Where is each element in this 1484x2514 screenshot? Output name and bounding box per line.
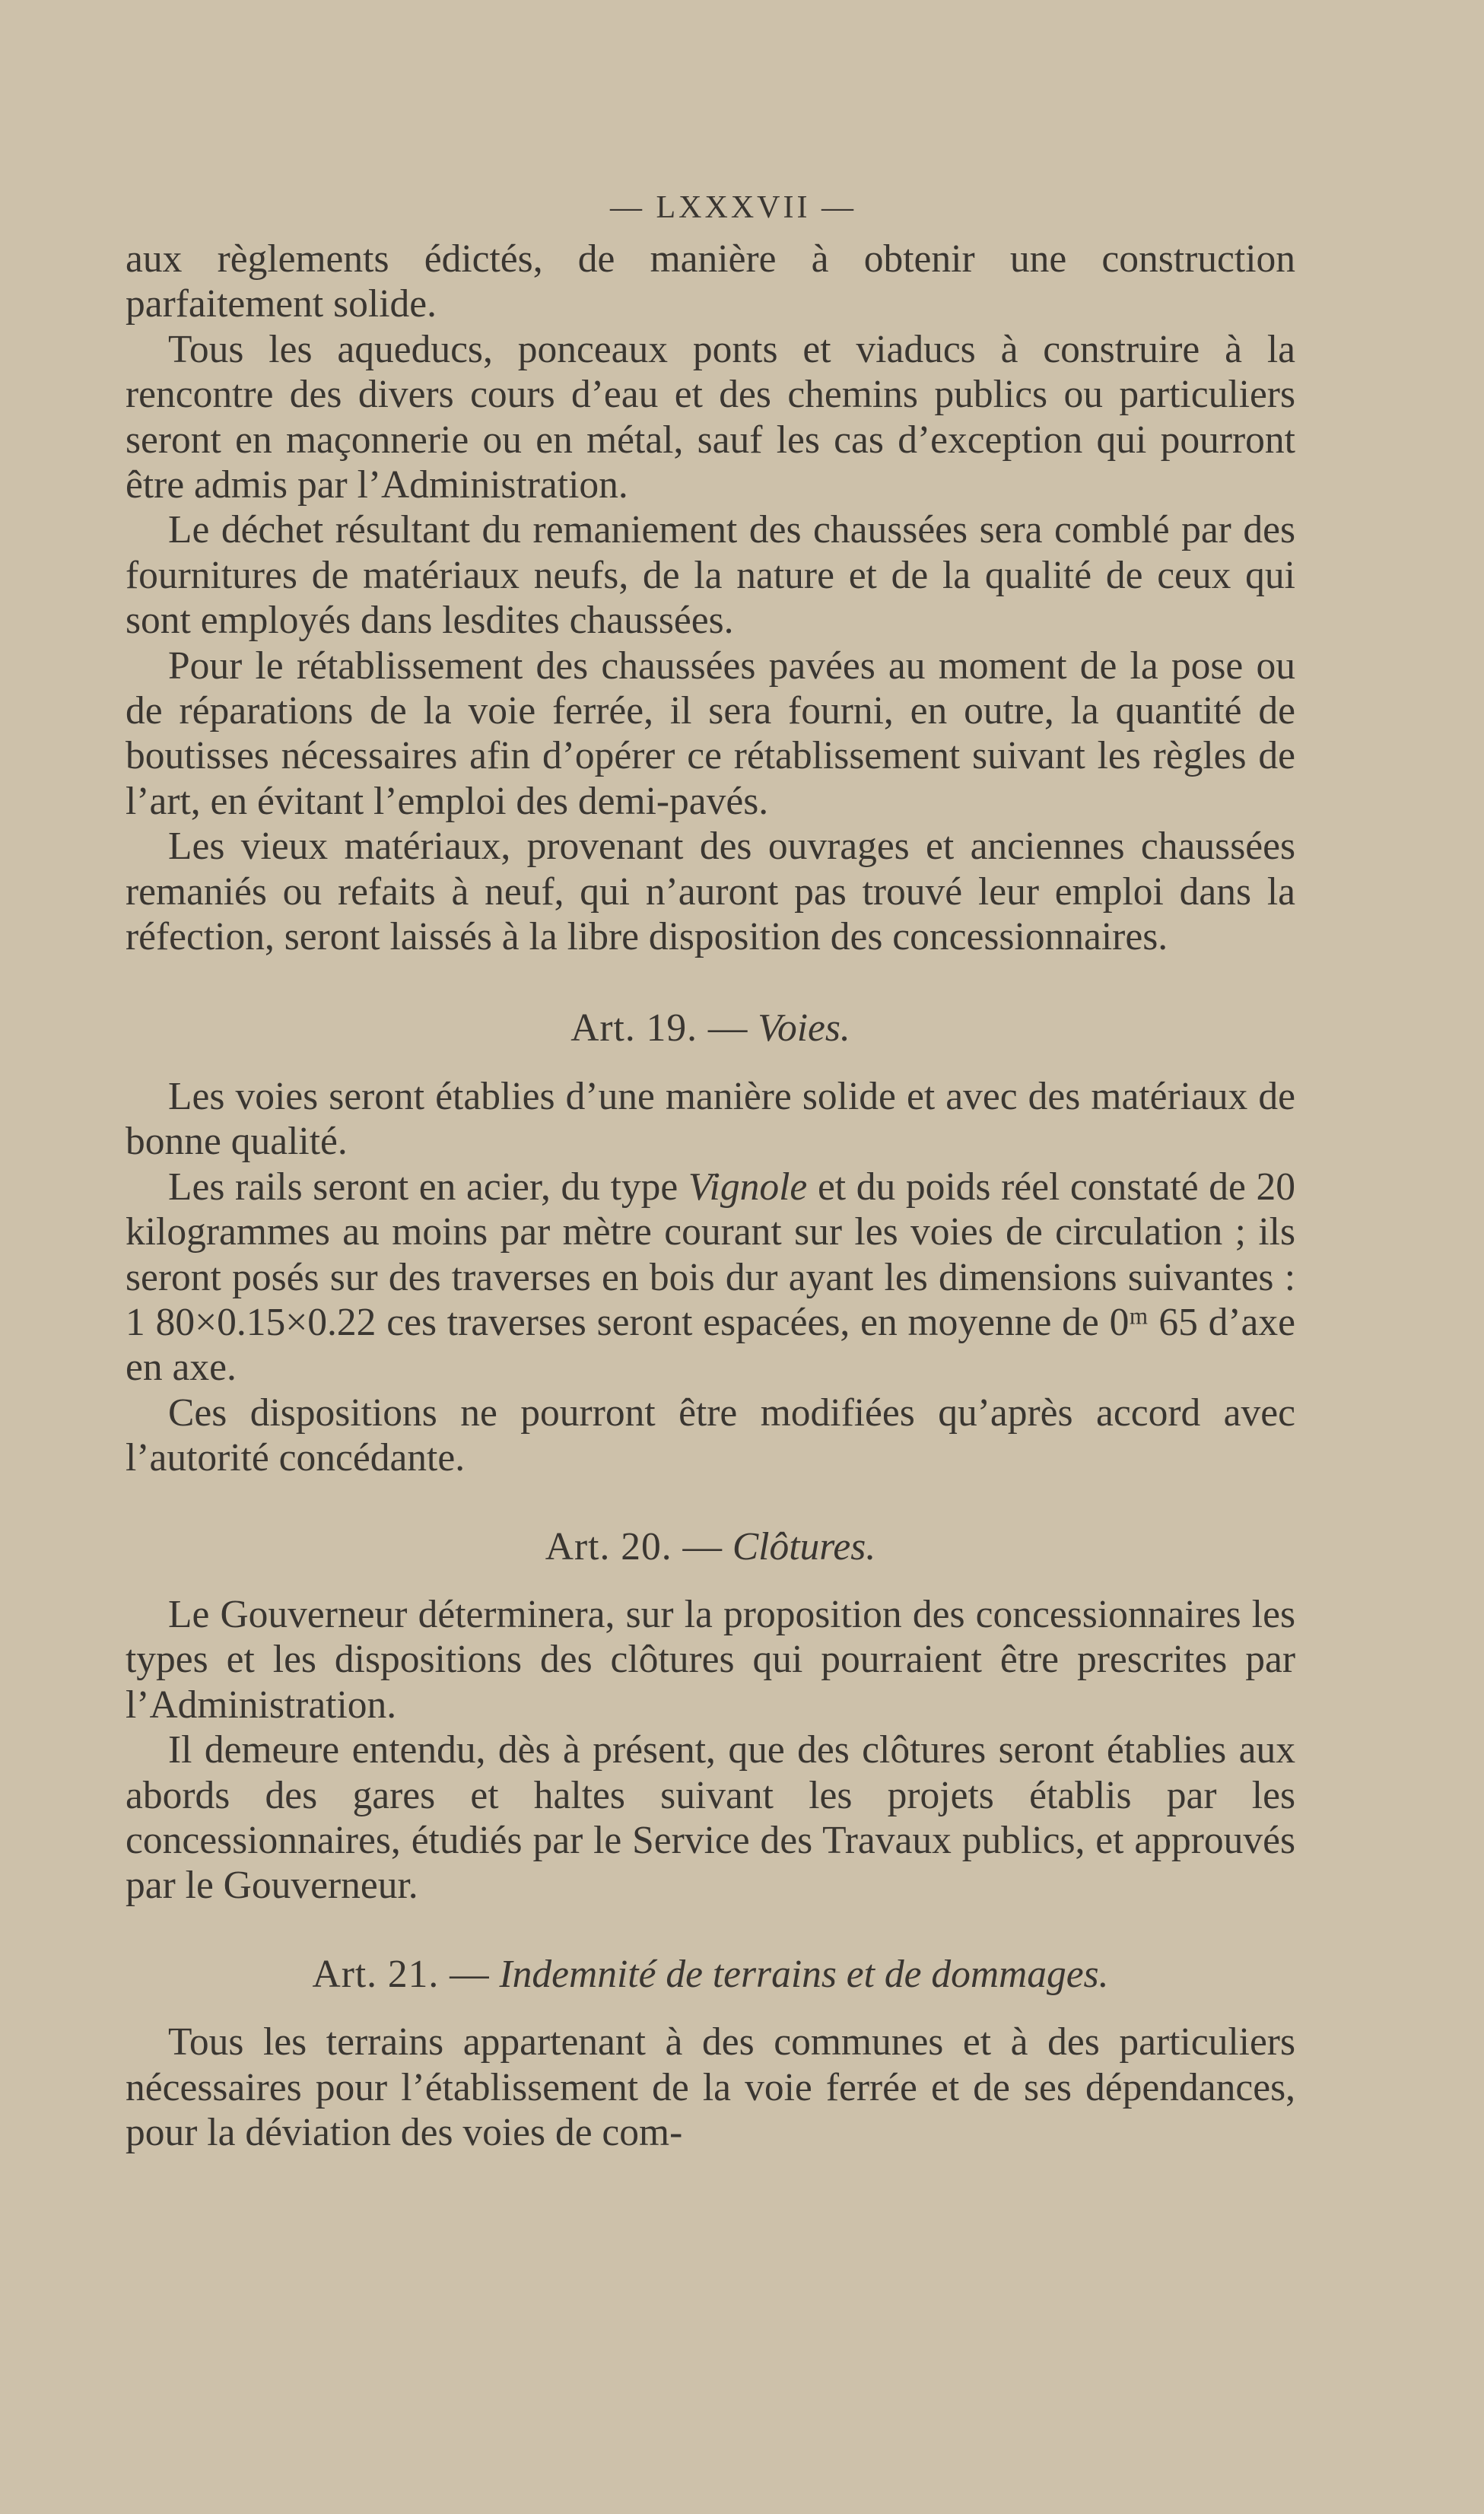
intro-paragraph-3: Le déchet résultant du remaniement des chaussées sera comblé par des fournitures de matériaux neufs, de la nature et de la qualité de ceux qui sont employés dans lesdites chaussées. [126,508,1295,643]
article-20-title: Clôtures. [732,1524,876,1568]
article-19-paragraph-3: Ces dispositions ne pourront être modifiées qu’après accord avec l’autorité concédante. [126,1390,1295,1480]
body-text [126,237,1295,2155]
article-21-title: Indemnité de terrains et de dommages. [499,1952,1109,1996]
article-21-number: Art. 21. — [312,1952,490,1996]
article-20-paragraph-1: Le Gouverneur déterminera, sur la proposition des concessionnaires les types et les dispositions des clôtures qui pourraient être prescrites par l’Administration. [126,1592,1295,1727]
article-19-paragraph-2-end: et du poids réel constaté de 20 kilogrammes au moins par mètre courant sur les voies de circulation ; ils seront posés sur des traverses en bois dur ayant les dimensions suivantes : 1 80×0.15×0.22 ces traverses seront espacées, en moyenne de 0ᵐ 65 d’axe en axe. [126,1165,1295,1390]
intro-paragraph-1: aux règlements édictés, de manière à obtenir une construction parfaitement solide. [126,237,1295,326]
article-19-number: Art. 19. — [570,1006,748,1050]
article-19-paragraph-1: Les voies seront établies d’une manière solide et avec des matériaux de bonne qualité. [126,1074,1295,1164]
intro-paragraph-2: Tous les aqueducs, ponceaux ponts et viaducs à construire à la rencontre des divers cours d’eau et des chemins publics ou particuliers seront en maçonnerie ou en métal, sauf les cas d’exception qui pourront être admis par l’Administration. [126,327,1295,507]
article-21-paragraph-1: Tous les terrains appartenant à des communes et à des particuliers nécessaires pour l’établissement de la voie ferrée et de ses dépendances, pour la déviation des voies de com- [126,2020,1295,2155]
article-21-heading [126,1952,1295,1997]
article-19-paragraph-2 [126,1165,1295,1390]
article-20-paragraph-2: Il demeure entendu, dès à présent, que des clôtures seront établies aux abords des gares et haltes suivant les projets établis par les concessionnaires, étudiés par le Service des Travaux publics, et approuvés par le Gouverneur. [126,1728,1295,1908]
article-19-title: Voies. [758,1006,850,1050]
article-19-paragraph-2-start: Les rails seront en acier, du type [168,1165,678,1209]
rail-type-vignole: Vignole [688,1165,808,1209]
article-19-heading [126,1006,1295,1050]
intro-paragraph-4: Pour le rétablissement des chaussées pavées au moment de la pose ou de réparations de la voie ferrée, il sera fourni, en outre, la quantité de boutisses nécessaires afin d’opérer ce rétablissement suivant les règles de l’art, en évitant l’emploi des demi-pavés. [126,644,1295,823]
article-20-number: Art. 20. — [545,1524,723,1568]
article-20-heading [126,1524,1295,1569]
intro-paragraph-5: Les vieux matériaux, provenant des ouvrages et anciennes chaussées remaniés ou refaits à neuf, qui n’auront pas trouvé leur emploi dans la réfection, seront laissés à la libre disposition des concessionnaires. [126,825,1295,959]
page-number-folio: — LXXXVII — [610,190,856,225]
